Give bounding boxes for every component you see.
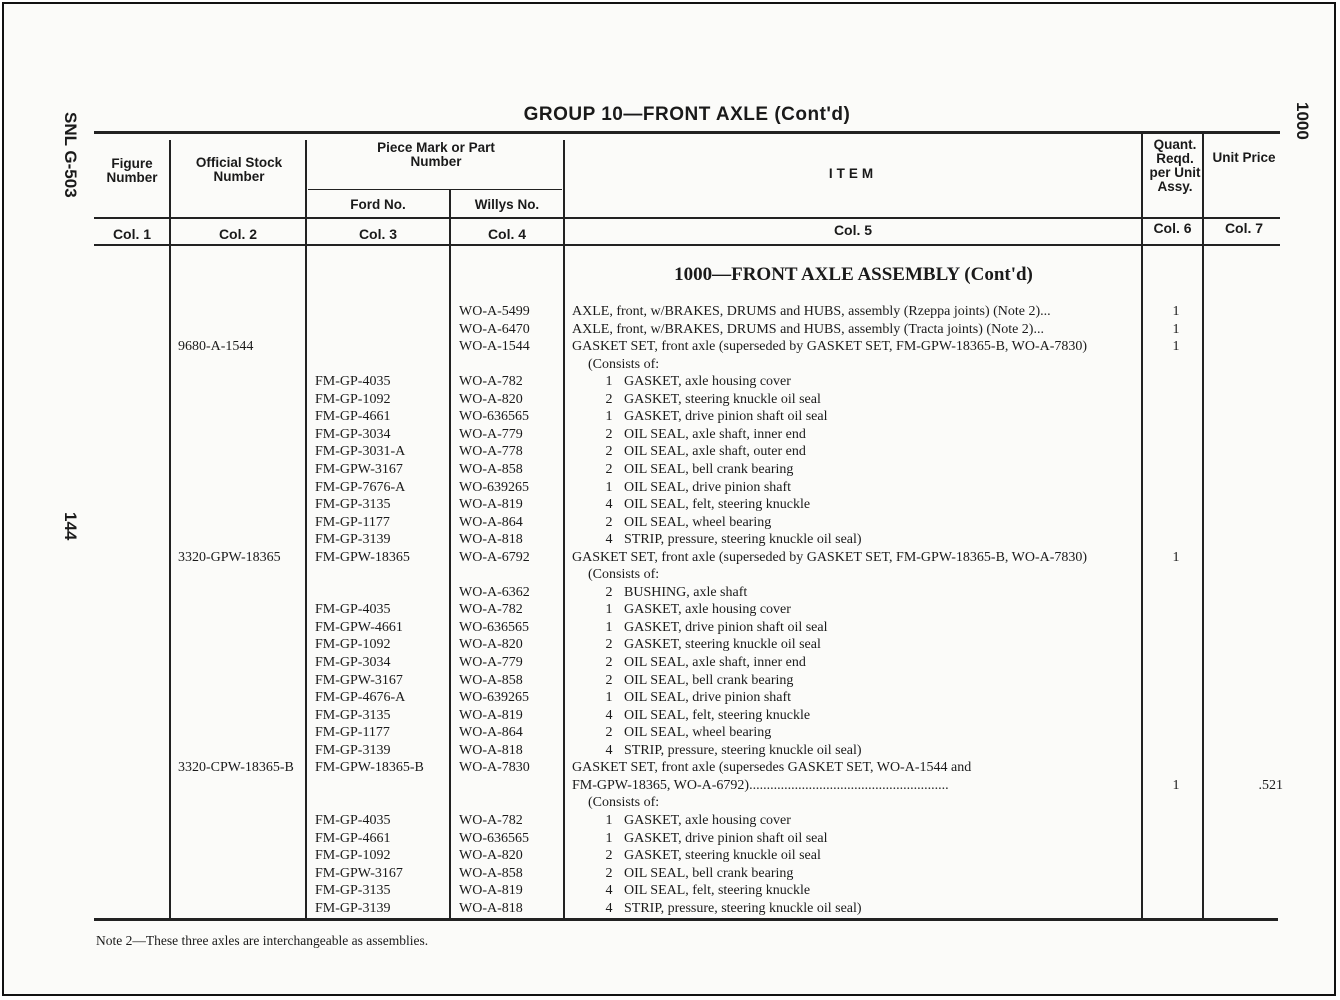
willys-number-cell: WO-636565 (459, 830, 529, 846)
willys-number-cell: WO-A-782 (459, 374, 523, 390)
component-quantity-cell: 4 (605, 497, 613, 513)
component-quantity-cell: 4 (605, 707, 613, 723)
page-number-left: 144 (61, 512, 80, 541)
ford-number-cell: FM-GPW-18365-B (315, 760, 424, 776)
stock-number-cell: 3320-CPW-18365-B (178, 760, 294, 776)
ford-number-cell: FM-GPW-18365 (315, 549, 410, 565)
component-quantity-cell: 2 (605, 391, 613, 407)
item-description-cell: GASKET SET, front axle (superseded by GASKET SET, FM-GPW-18365-B, WO-A-7830) (572, 549, 1088, 565)
item-description-cell: OIL SEAL, bell crank bearing (624, 672, 794, 688)
col-divider-1 (169, 140, 171, 918)
willys-number-cell: WO-A-6470 (459, 321, 530, 337)
col-number: Col. 5 (833, 222, 873, 238)
ford-number-cell: FM-GPW-3167 (315, 672, 403, 688)
willys-number-cell: WO-639265 (459, 690, 529, 706)
component-quantity-cell: 2 (605, 461, 613, 477)
component-quantity-cell: 2 (605, 865, 613, 881)
component-quantity-cell: 2 (605, 637, 613, 653)
willys-number-cell: WO-A-858 (459, 672, 523, 688)
footnote: Note 2—These three axles are interchangeable as assemblies. (96, 933, 429, 948)
willys-number-cell: WO-A-820 (459, 637, 523, 653)
willys-number-cell: WO-A-864 (459, 725, 523, 741)
willys-number-cell: WO-636565 (459, 409, 529, 425)
colnum-rule (94, 244, 1280, 246)
component-quantity-cell: 4 (605, 742, 613, 758)
ford-number-cell: FM-GP-3135 (315, 497, 391, 513)
header-item: ITEM (828, 166, 878, 181)
willys-number-cell: WO-A-820 (459, 391, 523, 407)
ford-number-cell: FM-GP-3135 (315, 707, 391, 723)
item-description-cell: OIL SEAL, felt, steering knuckle (624, 883, 811, 899)
willys-number-cell: WO-A-818 (459, 532, 523, 548)
item-description-cell: (Consists of: (588, 356, 660, 372)
item-description-cell: OIL SEAL, drive pinion shaft (624, 479, 792, 495)
item-description-cell: GASKET, steering knuckle oil seal (624, 848, 821, 864)
willys-number-cell: WO-A-5499 (459, 304, 530, 319)
willys-number-cell: WO-A-820 (459, 848, 523, 864)
item-description-cell: (Consists of: (588, 567, 660, 583)
willys-number-cell: WO-A-1544 (459, 339, 530, 355)
component-quantity-cell: 2 (605, 426, 613, 442)
item-description-cell: GASKET SET, front axle (supersedes GASKET SET, WO-A-1544 and (572, 760, 972, 776)
header-unit-price: Unit Price (1212, 150, 1276, 165)
willys-number-cell: WO-A-6362 (459, 584, 530, 600)
willys-number-cell: WO-A-864 (459, 514, 523, 530)
item-description-cell: GASKET, axle housing cover (624, 602, 791, 618)
component-quantity-cell: 2 (605, 444, 613, 460)
component-quantity-cell: 2 (605, 672, 613, 688)
component-quantity-cell: 1 (605, 374, 613, 390)
willys-number-cell: WO-636565 (459, 619, 529, 635)
header-stock-number: Official Stock Number (195, 155, 283, 184)
ford-number-cell: FM-GPW-3167 (315, 865, 403, 881)
col-number: Col. 2 (218, 226, 258, 242)
item-description-cell: OIL SEAL, drive pinion shaft (624, 690, 792, 706)
header-quantity: Quant. Reqd. per Unit Assy. (1149, 137, 1201, 194)
col-divider-6 (1202, 134, 1204, 918)
willys-number-cell: WO-A-819 (459, 497, 523, 513)
item-description-cell: OIL SEAL, axle shaft, outer end (624, 444, 806, 460)
item-description-cell: FM-GPW-18365, WO-A-6792)......................................................... (572, 777, 949, 793)
component-quantity-cell: 1 (605, 409, 613, 425)
willys-number-cell: WO-A-858 (459, 865, 523, 881)
willys-number-cell: WO-639265 (459, 479, 529, 495)
header-figure-number: Figure Number (106, 156, 158, 185)
item-description-cell: BUSHING, axle shaft (624, 584, 748, 600)
item-description-cell: OIL SEAL, axle shaft, inner end (624, 655, 806, 670)
willys-number-cell: WO-A-779 (459, 655, 523, 670)
stock-number-cell: 9680-A-1544 (178, 339, 254, 355)
ford-number-cell: FM-GP-7676-A (315, 479, 406, 495)
component-quantity-cell: 2 (605, 584, 613, 600)
quantity-cell: 1 (1172, 339, 1180, 355)
quantity-cell: 1 (1172, 549, 1180, 565)
item-description-cell: GASKET, drive pinion shaft oil seal (624, 409, 828, 425)
header-top-rule (94, 131, 1280, 134)
willys-number-cell: WO-A-858 (459, 461, 523, 477)
item-description-cell: OIL SEAL, felt, steering knuckle (624, 497, 811, 513)
col-divider-3 (449, 190, 451, 918)
col-number: Col. 1 (112, 226, 152, 242)
ford-number-cell: FM-GP-4661 (315, 830, 391, 846)
item-description-cell: OIL SEAL, wheel bearing (624, 725, 772, 741)
col-divider-5 (1141, 134, 1143, 918)
col-number: Col. 4 (487, 226, 527, 242)
ford-number-cell: FM-GPW-3167 (315, 461, 403, 477)
component-quantity-cell: 4 (605, 532, 613, 548)
component-quantity-cell: 1 (605, 690, 613, 706)
ford-number-cell: FM-GP-3139 (315, 742, 391, 758)
section-title: 1000—FRONT AXLE ASSEMBLY (Cont'd) (674, 264, 1033, 285)
col-divider-2 (305, 140, 307, 918)
component-quantity-cell: 2 (605, 848, 613, 864)
ford-number-cell: FM-GP-3135 (315, 883, 391, 899)
header-rule (94, 217, 1280, 219)
item-description-cell: STRIP, pressure, steering knuckle oil seal) (624, 742, 862, 758)
component-quantity-cell: 1 (605, 479, 613, 495)
table-bottom-rule (94, 918, 1278, 921)
willys-number-cell: WO-A-818 (459, 742, 523, 758)
ford-number-cell: FM-GP-1092 (315, 637, 391, 653)
ford-number-cell: FM-GP-4035 (315, 812, 391, 828)
item-description-cell: GASKET, drive pinion shaft oil seal (624, 619, 828, 635)
ford-number-cell: FM-GP-3031-A (315, 444, 406, 460)
willys-number-cell: WO-A-7830 (459, 760, 530, 776)
margin-code-left: SNL G-503 (61, 112, 80, 198)
stock-number-cell: 3320-GPW-18365 (178, 549, 281, 565)
willys-number-cell: WO-A-778 (459, 444, 523, 460)
ford-number-cell: FM-GP-4676-A (315, 690, 406, 706)
header-piece-mark: Piece Mark or Part Number (377, 140, 495, 169)
col-divider-4 (563, 140, 565, 918)
ford-number-cell: FM-GP-3139 (315, 532, 391, 548)
item-description-cell: GASKET, axle housing cover (624, 812, 791, 828)
willys-number-cell: WO-A-782 (459, 602, 523, 618)
ford-number-cell: FM-GP-1092 (315, 848, 391, 864)
page-frame (2, 2, 1336, 996)
component-quantity-cell: 1 (605, 812, 613, 828)
item-description-cell: OIL SEAL, bell crank bearing (624, 865, 794, 881)
ford-number-cell: FM-GP-1177 (315, 514, 390, 530)
header-willys-no: Willys No. (474, 197, 540, 212)
willys-number-cell: WO-A-779 (459, 426, 523, 442)
willys-number-cell: WO-A-819 (459, 883, 523, 899)
ford-number-cell: FM-GP-4661 (315, 409, 391, 425)
willys-number-cell: WO-A-818 (459, 900, 523, 916)
item-description-cell: GASKET, steering knuckle oil seal (624, 637, 821, 653)
item-description-cell: OIL SEAL, felt, steering knuckle (624, 707, 811, 723)
piece-mark-rule (308, 189, 562, 190)
item-description-cell: OIL SEAL, bell crank bearing (624, 461, 794, 477)
item-description-cell: STRIP, pressure, steering knuckle oil seal) (624, 900, 862, 916)
ford-number-cell: FM-GP-4035 (315, 602, 391, 618)
willys-number-cell: WO-A-6792 (459, 549, 530, 565)
component-quantity-cell: 1 (605, 830, 613, 846)
unit-price-cell: .521 (1258, 777, 1283, 793)
component-quantity-cell: 2 (605, 655, 613, 670)
ford-number-cell: FM-GP-1177 (315, 725, 390, 741)
ford-number-cell: FM-GP-4035 (315, 374, 391, 390)
quantity-cell: 1 (1172, 321, 1180, 337)
quantity-cell: 1 (1172, 777, 1180, 793)
component-quantity-cell: 4 (605, 883, 613, 899)
margin-code-right: 1000 (1293, 102, 1312, 140)
willys-number-cell: WO-A-782 (459, 812, 523, 828)
ford-number-cell: FM-GP-1092 (315, 391, 391, 407)
item-description-cell: AXLE, front, w/BRAKES, DRUMS and HUBS, assembly (Tracta joints) (Note 2)... (572, 321, 1044, 337)
ford-number-cell: FM-GPW-4661 (315, 619, 403, 635)
header-ford-no: Ford No. (350, 197, 406, 212)
item-description-cell: OIL SEAL, axle shaft, inner end (624, 426, 806, 442)
item-description-cell: GASKET, axle housing cover (624, 374, 791, 390)
component-quantity-cell: 1 (605, 602, 613, 618)
item-description-cell: GASKET, drive pinion shaft oil seal (624, 830, 828, 846)
item-description-cell: AXLE, front, w/BRAKES, DRUMS and HUBS, assembly (Rzeppa joints) (Note 2)... (572, 304, 1051, 319)
component-quantity-cell: 2 (605, 514, 613, 530)
item-description-cell: (Consists of: (588, 795, 660, 811)
ford-number-cell: FM-GP-3139 (315, 900, 391, 916)
component-quantity-cell: 2 (605, 725, 613, 741)
willys-number-cell: WO-A-819 (459, 707, 523, 723)
item-description-cell: GASKET SET, front axle (superseded by GASKET SET, FM-GPW-18365-B, WO-A-7830) (572, 339, 1088, 355)
ford-number-cell: FM-GP-3034 (315, 426, 391, 442)
item-description-cell: GASKET, steering knuckle oil seal (624, 391, 821, 407)
component-quantity-cell: 1 (605, 619, 613, 635)
col-number: Col. 7 (1224, 220, 1264, 236)
quantity-cell: 1 (1172, 304, 1180, 319)
col-number: Col. 6 (1153, 220, 1192, 236)
component-quantity-cell: 4 (605, 900, 613, 916)
item-description-cell: STRIP, pressure, steering knuckle oil seal) (624, 532, 862, 548)
col-number: Col. 3 (358, 226, 398, 242)
group-title: GROUP 10—FRONT AXLE (Cont'd) (523, 104, 851, 125)
item-description-cell: OIL SEAL, wheel bearing (624, 514, 772, 530)
ford-number-cell: FM-GP-3034 (315, 655, 391, 670)
